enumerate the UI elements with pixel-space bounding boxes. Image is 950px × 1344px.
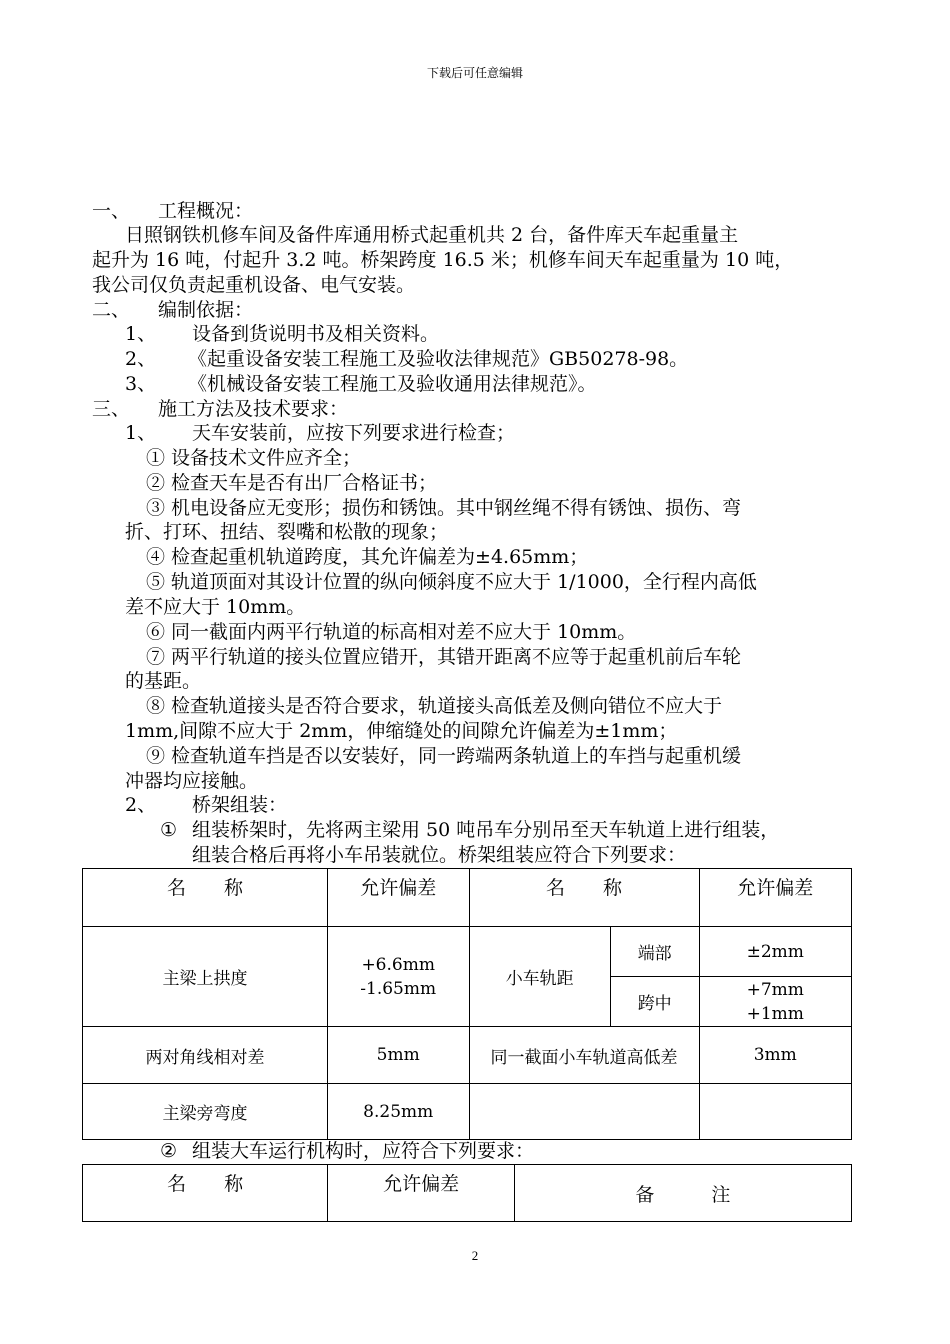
check-line: ④ 检查起重机轨道跨度，其允许偏差为±4.65mm；	[146, 546, 589, 568]
table-header-name-2: 名 称	[469, 869, 699, 927]
check-line: 差不应大于 10mm。	[125, 596, 306, 618]
sub-1-line: 组装桥架时，先将两主梁用 50 吨吊车分别吊至天车轨道上进行组装，	[192, 819, 780, 841]
table-header-name: 名 称	[83, 1165, 328, 1222]
tolerance-upper: +6.6mm	[361, 954, 435, 975]
section-1-number: 一、	[92, 200, 131, 222]
basis-number: 2、	[125, 348, 157, 370]
paragraph-line: 日照钢铁机修车间及备件库通用桥式起重机共 2 台，备件库天车起重量主	[125, 224, 739, 246]
table-cell: 小车轨距	[469, 927, 610, 1027]
tolerance-lower: +1mm	[746, 1003, 804, 1024]
basis-text: 设备到货说明书及相关资料。	[192, 323, 440, 345]
table-cell: 跨中	[610, 977, 699, 1027]
check-line: 冲器均应接触。	[125, 770, 259, 792]
basis-text: 《起重设备安装工程施工及验收法律规范》GB50278-98。	[188, 348, 689, 370]
sub-2-number: ②	[160, 1140, 178, 1162]
sub-1-number: ①	[160, 819, 178, 841]
basis-number: 1、	[125, 323, 157, 345]
section-2-number: 二、	[92, 299, 131, 321]
check-line: 的基距。	[125, 670, 202, 692]
item-2-number: 2、	[125, 794, 157, 816]
check-line: ⑤ 轨道顶面对其设计位置的纵向倾斜度不应大于 1/1000，全行程内高低	[146, 571, 757, 593]
table-cell: ±2mm	[699, 927, 852, 977]
crane-travel-table	[82, 1164, 852, 1222]
table-header-tolerance: 允许偏差	[328, 1165, 514, 1222]
paragraph-line: 我公司仅负责起重机设备、电气安装。	[92, 274, 416, 296]
item-1-number: 1、	[125, 422, 157, 444]
table-cell: 主梁旁弯度	[83, 1084, 328, 1140]
table-cell: 8.25mm	[327, 1084, 469, 1140]
check-line: ② 检查天车是否有出厂合格证书；	[146, 472, 438, 494]
check-line: ⑦ 两平行轨道的接头位置应错开，其错开距离不应等于起重机前后车轮	[146, 646, 742, 668]
basis-number: 3、	[125, 373, 157, 395]
table-cell: 端部	[610, 927, 699, 977]
table-header-name: 名 称	[83, 869, 328, 927]
paragraph-line: 起升为 16 吨，付起升 3.2 吨。桥架跨度 16.5 米；机修车间天车起重量为 10 吨，	[92, 249, 794, 271]
item-1-text: 天车安装前，应按下列要求进行检查；	[192, 422, 516, 444]
table-header-tolerance-2: 允许偏差	[699, 869, 852, 927]
section-3-title: 施工方法及技术要求：	[158, 398, 349, 420]
table-cell: 3mm	[699, 1027, 852, 1084]
tolerance-lower: -1.65mm	[360, 978, 437, 999]
check-line: 1mm,间隙不应大于 2mm，伸缩缝处的间隙允许偏差为±1mm；	[125, 720, 678, 742]
header-note: 下载后可任意编辑	[426, 66, 523, 80]
check-line: ③ 机电设备应无变形；损伤和锈蚀。其中钢丝绳不得有锈蚀、损伤、弯	[146, 497, 742, 519]
table-cell	[327, 927, 469, 1027]
check-line: ① 设备技术文件应齐全；	[146, 447, 362, 469]
section-2-title: 编制依据：	[158, 299, 254, 321]
check-line: 折、打环、扭结、裂嘴和松散的现象；	[125, 521, 449, 543]
basis-text: 《机械设备安装工程施工及验收通用法律规范》。	[188, 373, 597, 395]
page-number: 2	[471, 1248, 479, 1263]
table-header-remarks: 备 注	[514, 1165, 851, 1222]
table-cell: 5mm	[327, 1027, 469, 1084]
sub-2-text: 组装大车运行机构时，应符合下列要求：	[192, 1140, 535, 1162]
bridge-assembly-table	[82, 868, 852, 1140]
table-cell: 两对角线相对差	[83, 1027, 328, 1084]
table-cell: 主梁上拱度	[83, 927, 328, 1027]
check-line: ⑨ 检查轨道车挡是否以安装好，同一跨端两条轨道上的车挡与起重机缓	[146, 745, 742, 767]
table-cell	[699, 977, 852, 1027]
sub-1-line: 组装合格后再将小车吊装就位。桥架组装应符合下列要求：	[192, 844, 687, 866]
check-line: ⑥ 同一截面内两平行轨道的标高相对差不应大于 10mm。	[146, 621, 637, 643]
table-cell-empty	[469, 1084, 699, 1140]
table-cell: 同一截面小车轨道高低差	[469, 1027, 699, 1084]
check-line: ⑧ 检查轨道接头是否符合要求，轨道接头高低差及侧向错位不应大于	[146, 695, 723, 717]
item-2-text: 桥架组装：	[192, 794, 288, 816]
table-header-tolerance: 允许偏差	[327, 869, 469, 927]
table-cell-empty	[699, 1084, 852, 1140]
section-3-number: 三、	[92, 398, 131, 420]
section-1-title: 工程概况：	[158, 200, 254, 222]
tolerance-upper: +7mm	[746, 979, 804, 1000]
